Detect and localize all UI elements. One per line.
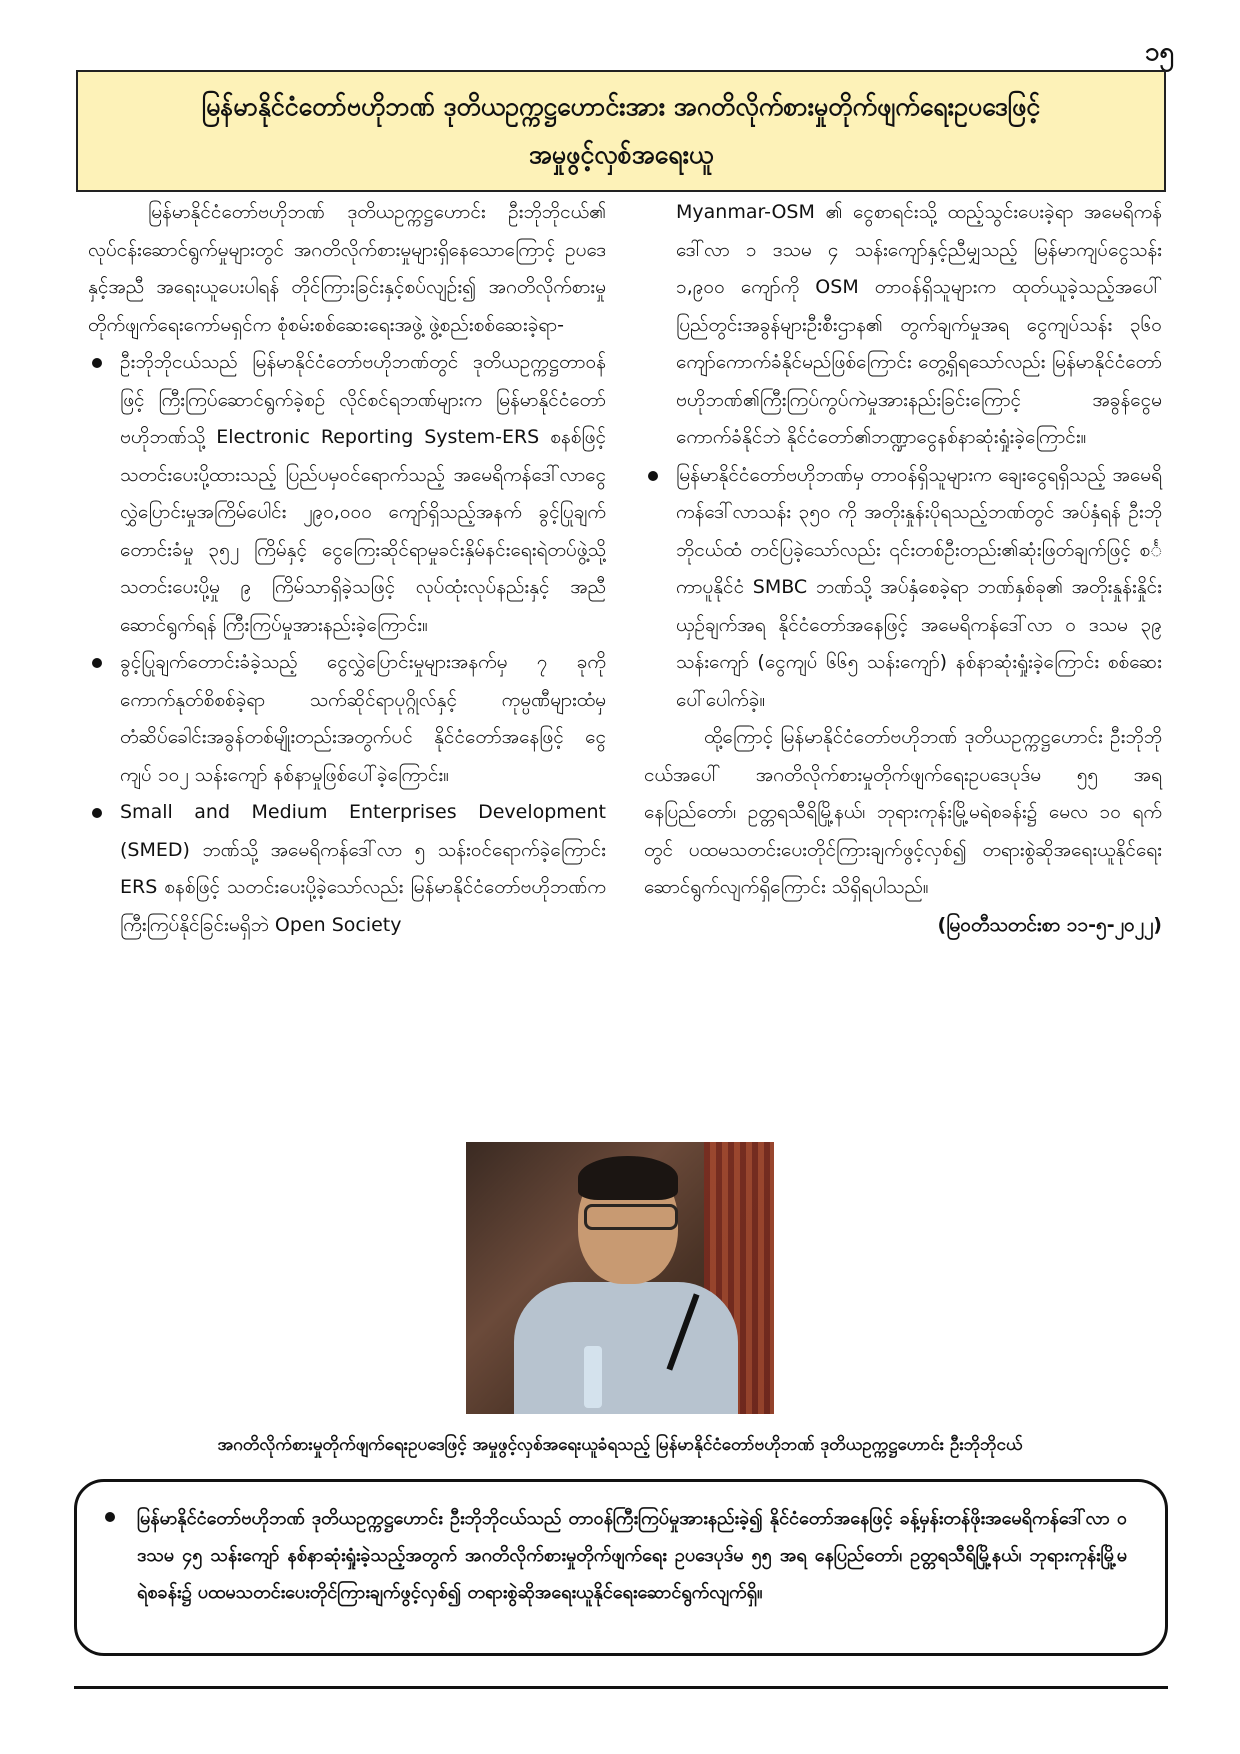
footer-rule: [74, 1686, 1168, 1689]
glasses-icon: [584, 1204, 678, 1230]
bullet-text: မြန်မာနိုင်ငံတော်ဗဟိုဘဏ်မှ တာဝန်ရှိသူများက ချေးငွေရရှိသည့် အမေရိကန်ဒေါ်လာသန်း ၃၅၀ ကို အတိုးနှုန်းပိုရသည့်ဘဏ်တွင် အပ်နှံရန် ဦးဘိုဘိုငယ်ထံ တင်ပြခဲ့သော်လည်း ၎င်းတစ်ဦးတည်း၏ဆုံးဖြတ်ချက်ဖြင့် စင်္ကာပူနိုင်ငံ SMBC ဘဏ်သို့ အပ်နှံစေခဲ့ရာ ဘဏ်နှစ်ခု၏ အတိုးနှုန်းနှိုင်းယှဉ်ချက်အရ နိုင်ငံတော်အနေဖြင့် အမေရိကန်ဒေါ်လာ ၀ ဒသမ ၃၉ သန်းကျော် (ငွေကျပ် ၆၆၅ သန်းကျော်) နစ်နာဆုံးရှုံးခဲ့ကြောင်း စစ်ဆေးပေါ်ပေါက်ခဲ့။: [676, 463, 1162, 711]
list-item: [88, 644, 606, 794]
article-column-left: [88, 194, 606, 944]
article-source: (မြဝတီသတင်းစာ ၁၁-၅-၂၀၂၂): [937, 913, 1162, 936]
bullet-list-left: [88, 344, 606, 944]
summary-box: [74, 1479, 1168, 1656]
list-item: [644, 457, 1162, 720]
article-intro: မြန်မာနိုင်ငံတော်ဗဟိုဘဏ် ဒုတိယဥက္ကဋ္ဌဟောင်း ဦးဘိုဘိုငယ်၏ လုပ်ငန်းဆောင်ရွက်မှုများတွင် အဂတိလိုက်စားမှုများရှိနေသောကြောင့် ဥပဒေနှင့်အညီ အရေးယူပေးပါရန် တိုင်ကြားခြင်းနှင့်စပ်လျဉ်း၍ အဂတိလိုက်စားမှုတိုက်ဖျက်ရေးကော်မရှင်က စုံစမ်းစစ်ဆေးရေးအဖွဲ့ ဖွဲ့စည်းစစ်ဆေးခဲ့ရာ-: [88, 201, 606, 336]
bullet-continuation: Myanmar-OSM ၏ ငွေစာရင်းသို့ ထည့်သွင်းပေးခဲ့ရာ အမေရိကန်ဒေါ်လာ ၁ ဒသမ ၄ သန်းကျော်နှင့်ညီမျှသည့် မြန်မာကျပ်ငွေသန်း ၁,၉၀၀ ကျော်ကို OSM တာဝန်ရှိသူများက ထုတ်ယူခဲ့သည့်အပေါ် ပြည်တွင်းအခွန်များဦးစီးဌာန၏ တွက်ချက်မှုအရ ငွေကျပ်သန်း ၃၆၀ ကျော်ကောက်ခံနိုင်မည်ဖြစ်ကြောင်း တွေ့ရှိရသော်လည်း မြန်မာနိုင်ငံတော်ဗဟိုဘဏ်၏ကြီးကြပ်ကွပ်ကဲမှုအားနည်းခြင်းကြောင့် အခွန်ငွေမကောက်ခံနိုင်ဘဲ နိုင်ငံတော်၏ဘဏ္ဍာငွေနစ်နာဆုံးရှုံးခဲ့ကြောင်း။: [676, 201, 1162, 448]
list-item: [88, 794, 606, 944]
water-bottle-icon: [584, 1346, 602, 1408]
person-hair: [578, 1156, 678, 1200]
summary-text: မြန်မာနိုင်ငံတော်ဗဟိုဘဏ် ဒုတိယဥက္ကဋ္ဌဟောင်း ဦးဘိုဘိုငယ်သည် တာဝန်ကြီးကြပ်မှုအားနည်းခဲ့၍ နိုင်ငံတော်အနေဖြင့် ခန့်မှန်းတန်ဖိုးအမေရိကန်ဒေါ်လာ ၀ ဒသမ ၄၅ သန်းကျော် နစ်နာဆုံးရှုံးခဲ့သည့်အတွက် အဂတိလိုက်စားမှုတိုက်ဖျက်ရေး ဥပဒေပုဒ်မ ၅၅ အရ နေပြည်တော်၊ ဥတ္တရသီရိမြို့နယ်၊ ဘုရားကုန်းမြို့မရဲစခန်း၌ ပထမသတင်းပေးတိုင်ကြားချက်ဖွင့်လှစ်၍ တရားစွဲဆိုအရေးယူနိုင်ရေးဆောင်ရွက်လျက်ရှိ။: [137, 1508, 1127, 1603]
bullet-list-right: [644, 457, 1162, 720]
portrait-photo: [466, 1142, 774, 1414]
bullet-icon: [92, 358, 102, 368]
bullet-icon: [105, 1512, 115, 1522]
list-item: [88, 344, 606, 644]
article-column-right: [644, 194, 1162, 944]
page-number: ၁၅: [1144, 37, 1174, 67]
headline-box: [76, 70, 1166, 192]
headline-line-1: မြန်မာနိုင်ငံတော်ဗဟိုဘဏ် ဒုတိယဥက္ကဋ္ဌဟောင်းအား အဂတိလိုက်စားမှုတိုက်ဖျက်ရေးဥပဒေဖြင့်: [201, 92, 1041, 121]
bullet-icon: [92, 658, 102, 668]
bullet-text: Small and Medium Enterprises Development (SMED) ဘဏ်သို့ အမေရိကန်ဒေါ်လာ ၅ သန်းဝင်ရောက်ခဲ့ကြောင်း ERS စနစ်ဖြင့် သတင်းပေးပို့ခဲ့သော်လည်း မြန်မာနိုင်ငံတော်ဗဟိုဘဏ်က ကြီးကြပ်နိုင်ခြင်းမရှိဘဲ Open Society: [120, 801, 606, 936]
bullet-icon: [92, 808, 102, 818]
bullet-text: ဦးဘိုဘိုငယ်သည် မြန်မာနိုင်ငံတော်ဗဟိုဘဏ်တွင် ဒုတိယဥက္ကဋ္ဌတာဝန်ဖြင့် ကြီးကြပ်ဆောင်ရွက်ခဲ့စဉ် လိုင်စင်ရဘဏ်များက မြန်မာနိုင်ငံတော်ဗဟိုဘဏ်သို့ Electronic Reporting System-ERS စနစ်ဖြင့် သတင်းပေးပို့ထားသည့် ပြည်ပမှဝင်ရောက်သည့် အမေရိကန်ဒေါ်လာငွေလွှဲပြောင်းမှုအကြိမ်ပေါင်း ၂၉၀,၀၀၀ ကျော်ရှိသည့်အနက် ခွင့်ပြုချက်တောင်းခံမှု ၃၅၂ ကြိမ်နှင့် ငွေကြေးဆိုင်ရာမှုခင်းနှိမ်နင်းရေးရဲတပ်ဖွဲ့သို့ သတင်းပေးပို့မှု ၉ ကြိမ်သာရှိခဲ့သဖြင့် လုပ်ထုံးလုပ်နည်းနှင့် အညီဆောင်ရွက်ရန် ကြီးကြပ်မှုအားနည်းခဲ့ကြောင်း။: [120, 351, 606, 636]
article-conclusion: ထို့ကြောင့် မြန်မာနိုင်ငံတော်ဗဟိုဘဏ် ဒုတိယဥက္ကဋ္ဌဟောင်း ဦးဘိုဘိုငယ်အပေါ် အဂတိလိုက်စားမှုတိုက်ဖျက်ရေးဥပဒေပုဒ်မ ၅၅ အရ နေပြည်တော်၊ ဥတ္တရသီရိမြို့နယ်၊ ဘုရားကုန်းမြို့မရဲစခန်း၌ မေလ ၁၀ ရက်တွင် ပထမသတင်းပေးတိုင်ကြားချက်ဖွင့်လှစ်၍ တရားစွဲဆိုအရေးယူနိုင်ရေး ဆောင်ရွက်လျက်ရှိကြောင်း သိရှိရပါသည်။: [644, 726, 1162, 898]
bullet-icon: [648, 471, 658, 481]
headline-line-2: အမှုဖွင့်လှစ်အရေးယူ: [528, 140, 714, 169]
bullet-text: ခွင့်ပြုချက်တောင်းခံခဲ့သည့် ငွေလွှဲပြောင်းမှုများအနက်မှ ၇ ခုကို ကောက်နုတ်စိစစ်ခဲ့ရာ သက်ဆိုင်ရာပုဂ္ဂိုလ်နှင့် ကုမ္ပဏီများထံမှ တံဆိပ်ခေါင်းအခွန်တစ်မျိုးတည်းအတွက်ပင် နိုင်ငံတော်အနေဖြင့် ငွေကျပ် ၁၀၂ သန်းကျော် နစ်နာမှုဖြစ်ပေါ်ခဲ့ကြောင်း။: [120, 651, 606, 786]
person-body: [514, 1282, 738, 1414]
photo-caption: အဂတိလိုက်စားမှုတိုက်ဖျက်ရေးဥပဒေဖြင့် အမှုဖွင့်လှစ်အရေးယူခံရသည့် မြန်မာနိုင်ငံတော်ဗဟိုဘဏ် ဒုတိယဥက္ကဋ္ဌဟောင်း ဦးဘိုဘိုငယ်: [217, 1435, 1023, 1455]
